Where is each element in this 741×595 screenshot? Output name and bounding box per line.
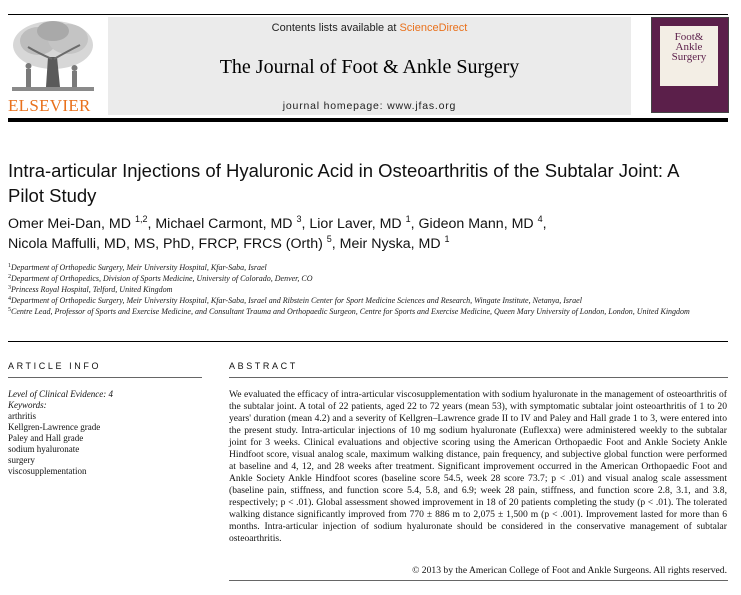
author-sep: ,: [542, 216, 547, 232]
affiliation-text: Princess Royal Hospital, Telford, United Kingdom: [11, 285, 173, 294]
cover-title: [660, 32, 718, 62]
affiliation-number: 2: [8, 274, 11, 280]
contents-availability: [108, 22, 631, 34]
publisher-logo-text: ELSEVIER: [8, 96, 91, 115]
author[interactable]: [155, 216, 301, 232]
evidence-level: Level of Clinical Evidence: 4: [8, 389, 113, 399]
author-name: Michael Carmont, MD: [155, 216, 293, 232]
author-list: [8, 214, 728, 254]
header-bottom-rule: [8, 118, 728, 122]
keywords-label: Keywords:: [8, 400, 47, 410]
author-name: Gideon Mann, MD: [418, 216, 534, 232]
article-info-body: [8, 389, 198, 477]
affiliation-text: Department of Orthopedic Surgery, Meir University Hospital, Kfar-Saba, Israel and Ribstein Center for Sport Medicine Sciences and Research, Wingate Institute, Netanya, Israel: [11, 296, 582, 305]
article-info-heading: ARTICLE INFO: [8, 361, 102, 371]
author[interactable]: [419, 216, 543, 232]
abstract-bottom-rule: [229, 580, 728, 581]
affiliation: [8, 273, 728, 284]
affiliation-number: 5: [8, 307, 11, 313]
tree-icon: [8, 17, 98, 97]
article-info-rule: [8, 377, 202, 378]
author[interactable]: [8, 216, 147, 232]
copyright-notice: © 2013 by the American College of Foot and Ankle Surgeons. All rights reserved.: [412, 565, 727, 576]
author-sep: ,: [331, 236, 340, 252]
keyword[interactable]: surgery: [8, 455, 35, 465]
author-name: Meir Nyska, MD: [339, 236, 441, 252]
affiliation: [8, 295, 728, 306]
article-title: Intra-articular Injections of Hyaluronic Acid in Osteoarthritis of the Subtalar Joint: A Pilot Study: [8, 160, 679, 206]
keyword[interactable]: sodium hyaluronate: [8, 444, 80, 454]
author-name: Lior Laver, MD: [309, 216, 402, 232]
keyword[interactable]: viscosupplementation: [8, 466, 87, 476]
affiliation-text: Centre Lead, Professor of Sports and Exercise Medicine, and Consultant Trauma and Orthopaedic Surgeon, Centre for Sports and Exercise Medicine, Queen Mary University of London, London, United Kingdom: [11, 307, 690, 316]
keyword[interactable]: Kellgren-Lawrence grade: [8, 422, 101, 432]
author[interactable]: [309, 216, 410, 232]
author-sep: ,: [410, 216, 419, 232]
journal-homepage-link[interactable]: journal homepage: www.jfas.org: [282, 100, 457, 112]
affiliation-text: Department of Orthopedic Surgery, Meir University Hospital, Kfar-Saba, Israel: [11, 263, 267, 272]
affiliation: [8, 262, 728, 273]
author[interactable]: [340, 236, 450, 252]
author-sep: ,: [147, 216, 156, 232]
keyword[interactable]: arthritis: [8, 411, 36, 421]
author[interactable]: [8, 236, 332, 252]
abstract-text: We evaluated the efficacy of intra-articular viscosupplementation with sodium hyaluronate in the management of osteoarthritis of the subtalar joint. A total of 22 patients, aged 22 to 72 years (mean 53), with symptomatic subtalar joint osteoarthritis of 1 to 20 years' duration (mean 4.2) and a severity of Kellgren–Lawrence grade II to IV and Paley and Hall grade 1 to 3, were entered into the present study. Intra-articular injections of 10 mg sodium hyaluronate (Euflexxa) were administered weekly to the subtalar joint for 3 weeks. Clinical evaluations and objective scoring using the American Orthopaedic Foot and Ankle Society Ankle Hindfoot score, visual analog scale, maximum walking distance, pain frequency, and subjective global function were performed at baseline and 4, 12, and 28 weeks after treatment. Significant improvement occurred in the American Orthopaedic Foot and Ankle Society Ankle Hindfoot scores (baseline score 54.5, week 28 score 73.7; p < .01) and visual analog scale assessment (baseline pain, stiffness, and function score 5.4, 5.8, and 6.9; week 28 pain, stiffness, and function score 2.8, 3.1, and 3.8, respectively; p < .01). Global assessment showed improvement in 18 of 20 patients completing the study (p < .01). The tolerated walking distance significantly improved from 770 ± 886 m to 2,075 ± 1,500 m (p < .001). Improvement lasted for more than 6 months. Intra-articular injection of sodium hyaluronate should be considered in the conservative management of subtalar osteoarthritis.: [229, 389, 727, 544]
author-affil-ref[interactable]: 3: [296, 214, 302, 224]
author-affil-ref[interactable]: 4: [537, 214, 543, 224]
header-top-rule: [8, 14, 728, 15]
section-divider: [8, 341, 728, 342]
affiliation-list: [8, 262, 728, 317]
affiliation-text: Department of Orthopedics, Division of Sports Medicine, University of Colorado, Denver, CO: [11, 274, 313, 283]
author-affil-ref[interactable]: 1: [405, 214, 411, 224]
author-sep: ,: [301, 216, 310, 232]
keyword[interactable]: Paley and Hall grade: [8, 433, 84, 443]
affiliation-number: 4: [8, 296, 11, 302]
cover-title-line1: Foot&: [674, 31, 704, 43]
sciencedirect-link[interactable]: ScienceDirect: [399, 22, 468, 34]
cover-title-line3: Surgery: [671, 51, 707, 63]
journal-cover-thumbnail[interactable]: [651, 17, 729, 113]
author-affil-ref[interactable]: 1,2: [134, 214, 148, 224]
abstract-rule: [229, 377, 728, 378]
contents-prefix: Contents lists available at: [271, 22, 400, 34]
journal-title: The Journal of Foot & Ankle Surgery: [219, 56, 520, 78]
affiliation-number: 3: [8, 285, 11, 291]
cover-title-panel: [660, 26, 718, 86]
author-affil-ref[interactable]: 5: [326, 234, 332, 244]
affiliation: [8, 306, 728, 317]
affiliation: [8, 284, 728, 295]
author-name: Nicola Maffulli, MD, MS, PhD, FRCP, FRCS (Orth): [8, 236, 323, 252]
affiliation-number: 1: [8, 263, 11, 269]
cover-title-line2: Ankle: [675, 41, 703, 53]
author-affil-ref[interactable]: 1: [444, 234, 450, 244]
author-name: Omer Mei-Dan, MD: [8, 216, 131, 232]
abstract-heading: ABSTRACT: [229, 361, 298, 371]
